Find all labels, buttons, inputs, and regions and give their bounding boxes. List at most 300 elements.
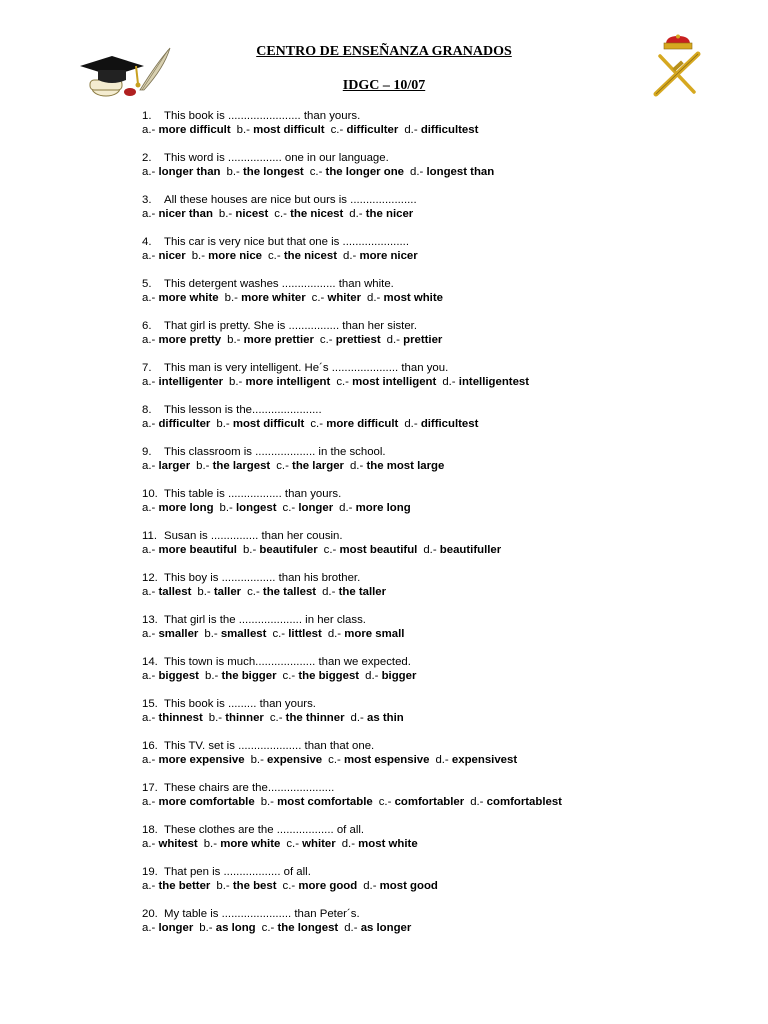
answer-option: [229, 376, 330, 388]
option-letter: d.-: [435, 754, 449, 766]
option-text: the better: [158, 880, 211, 892]
answer-option: [365, 670, 416, 682]
question-item: [142, 109, 762, 151]
answer-options: [142, 123, 762, 137]
question-stem: This book is ......... than yours.: [164, 698, 316, 710]
question-number: 13.: [142, 614, 158, 626]
option-letter: d.-: [342, 250, 357, 262]
option-letter: a.-: [142, 334, 156, 346]
option-letter: b.-: [224, 292, 238, 304]
question-item: [142, 655, 762, 697]
option-letter: c.-: [276, 460, 289, 472]
answer-option: [268, 250, 337, 262]
option-text: the nicest: [283, 250, 337, 262]
answer-option: [410, 166, 494, 178]
option-text: most white: [358, 838, 418, 850]
answer-option: [142, 460, 190, 472]
answer-option: [470, 796, 562, 808]
answer-option: [286, 838, 335, 850]
answer-option: [310, 166, 404, 178]
option-text: the most large: [366, 460, 445, 472]
answer-option: [423, 544, 501, 556]
question-item: [142, 739, 762, 781]
option-letter: c.-: [247, 586, 260, 598]
option-text: most good: [379, 880, 438, 892]
option-letter: b.-: [226, 166, 240, 178]
option-text: longer: [158, 922, 194, 934]
question-number: 17.: [142, 782, 158, 794]
option-text: longer than: [158, 166, 221, 178]
option-text: as thin: [367, 712, 404, 724]
option-letter: d.-: [344, 922, 358, 934]
option-letter: c.-: [323, 544, 337, 556]
answer-option: [435, 754, 517, 766]
answer-option: [331, 124, 399, 136]
answer-option: [227, 334, 314, 346]
option-text: beautifuler: [259, 544, 318, 556]
question-stem-line: [142, 151, 762, 165]
question-item: [142, 151, 762, 193]
question-stem-line: [142, 781, 762, 795]
answer-option: [379, 796, 464, 808]
option-letter: c.-: [274, 208, 287, 220]
answer-options: [142, 627, 762, 641]
question-item: [142, 319, 762, 361]
answer-options: [142, 879, 762, 893]
answer-options: [142, 711, 762, 725]
answer-option: [226, 166, 303, 178]
question-stem: This book is ....................... than yours.: [164, 110, 361, 122]
answer-option: [216, 418, 304, 430]
option-letter: b.-: [197, 586, 211, 598]
option-letter: b.-: [216, 880, 230, 892]
option-text: most espensive: [343, 754, 430, 766]
option-letter: a.-: [142, 418, 156, 430]
option-letter: d.-: [350, 712, 364, 724]
option-letter: c.-: [328, 754, 341, 766]
answer-options: [142, 501, 762, 515]
question-stem: Susan is ............... than her cousin.: [164, 530, 343, 542]
answer-option: [387, 334, 443, 346]
option-text: the larger: [292, 460, 344, 472]
school-title: CENTRO DE ENSEÑANZA GRANADOS: [256, 44, 512, 59]
option-letter: d.-: [404, 124, 418, 136]
question-stem: This classroom is ................... in the school.: [164, 446, 386, 458]
answer-options: [142, 249, 762, 263]
option-text: difficultest: [420, 124, 479, 136]
option-text: whiter: [327, 292, 362, 304]
question-number: 16.: [142, 740, 158, 752]
answer-option: [349, 208, 413, 220]
answer-option: [404, 124, 478, 136]
question-stem-line: [142, 235, 762, 249]
option-text: beautifuller: [439, 544, 502, 556]
question-number: 8.: [142, 404, 152, 416]
question-number: 15.: [142, 698, 158, 710]
answer-option: [219, 208, 268, 220]
answer-option: [142, 712, 203, 724]
option-text: more small: [344, 628, 405, 640]
option-text: most white: [383, 292, 443, 304]
question-item: [142, 529, 762, 571]
option-text: taller: [213, 586, 242, 598]
question-stem-line: [142, 823, 762, 837]
answer-options: [142, 291, 762, 305]
option-letter: b.-: [260, 796, 274, 808]
option-text: more long: [355, 502, 411, 514]
option-text: more good: [298, 880, 358, 892]
answer-option: [283, 502, 334, 514]
answer-option: [196, 460, 270, 472]
option-text: more difficult: [158, 124, 231, 136]
option-letter: b.-: [216, 418, 230, 430]
option-text: more intelligent: [245, 376, 331, 388]
option-text: intelligenter: [158, 376, 224, 388]
option-letter: b.-: [250, 754, 264, 766]
option-text: more whiter: [241, 292, 306, 304]
answer-option: [328, 628, 405, 640]
question-stem-line: [142, 193, 762, 207]
answer-option: [216, 880, 276, 892]
option-letter: a.-: [142, 250, 156, 262]
question-number: 18.: [142, 824, 158, 836]
answer-options: [142, 795, 762, 809]
answer-option: [142, 754, 245, 766]
option-letter: a.-: [142, 922, 156, 934]
option-letter: a.-: [142, 628, 156, 640]
option-text: more white: [158, 292, 219, 304]
option-text: difficulter: [346, 124, 399, 136]
option-letter: d.-: [423, 544, 437, 556]
option-letter: b.-: [242, 544, 257, 556]
answer-option: [142, 796, 255, 808]
answer-option: [442, 376, 529, 388]
question-item: [142, 823, 762, 865]
question-stem-line: [142, 319, 762, 333]
question-stem-line: [142, 277, 762, 291]
answer-option: [251, 754, 323, 766]
option-letter: a.-: [142, 292, 156, 304]
option-letter: c.-: [282, 880, 296, 892]
question-item: [142, 781, 762, 823]
question-number: 10.: [142, 488, 158, 500]
option-letter: b.-: [229, 376, 243, 388]
option-text: the longest: [242, 166, 304, 178]
answer-options: [142, 333, 762, 347]
answer-option: [310, 418, 398, 430]
question-stem-line: [142, 571, 762, 585]
option-text: more pretty: [158, 334, 222, 346]
answer-option: [312, 292, 361, 304]
question-stem-line: [142, 487, 762, 501]
question-stem: These chairs are the.....................: [164, 782, 335, 794]
question-stem: All these houses are nice but ours is .....................: [164, 194, 417, 206]
question-number: 1.: [142, 110, 152, 122]
option-text: more long: [158, 502, 214, 514]
option-text: thinnest: [158, 712, 203, 724]
answer-option: [328, 754, 429, 766]
question-item: [142, 235, 762, 277]
question-stem-line: [142, 907, 762, 921]
question-stem: This table is ................. than yours.: [164, 488, 342, 500]
option-letter: a.-: [142, 124, 156, 136]
option-letter: b.-: [204, 628, 218, 640]
question-stem: This town is much................... than we expected.: [164, 656, 411, 668]
option-text: intelligentest: [458, 376, 530, 388]
option-letter: d.-: [322, 586, 336, 598]
answer-option: [142, 376, 223, 388]
option-text: difficulter: [158, 418, 211, 430]
option-text: more nicer: [359, 250, 418, 262]
answer-option: [367, 292, 443, 304]
question-item: [142, 193, 762, 235]
question-item: [142, 865, 762, 907]
option-text: nicer: [158, 250, 186, 262]
option-letter: d.-: [349, 208, 363, 220]
question-stem: This word is ................. one in our language.: [164, 152, 389, 164]
answer-option: [322, 586, 386, 598]
answer-option: [205, 670, 277, 682]
answer-option: [142, 838, 198, 850]
question-number: 11.: [142, 530, 157, 542]
option-letter: a.-: [142, 502, 156, 514]
option-text: the tallest: [262, 586, 317, 598]
option-text: most beautiful: [339, 544, 418, 556]
option-letter: c.-: [309, 166, 323, 178]
question-stem-line: [142, 529, 762, 543]
option-text: whitest: [158, 838, 198, 850]
option-letter: b.-: [191, 250, 205, 262]
option-text: littlest: [288, 628, 322, 640]
answer-options: [142, 669, 762, 683]
answer-options: [142, 837, 762, 851]
option-letter: c.-: [330, 124, 344, 136]
option-letter: a.-: [142, 880, 156, 892]
answer-option: [344, 922, 411, 934]
option-text: more expensive: [158, 754, 245, 766]
option-text: longest than: [426, 166, 495, 178]
answer-option: [142, 628, 198, 640]
option-letter: d.-: [339, 502, 353, 514]
answer-options: [142, 921, 762, 935]
answer-option: [283, 670, 360, 682]
question-stem-line: [142, 445, 762, 459]
answer-option: [336, 376, 436, 388]
question-item: [142, 361, 762, 403]
answer-option: [262, 922, 339, 934]
option-text: more difficult: [326, 418, 399, 430]
option-letter: c.-: [282, 502, 296, 514]
option-letter: a.-: [142, 376, 156, 388]
answer-option: [197, 586, 241, 598]
option-text: nicest: [235, 208, 269, 220]
option-text: difficultest: [420, 418, 479, 430]
answer-option: [142, 586, 191, 598]
answer-option: [363, 880, 438, 892]
option-text: as long: [215, 922, 256, 934]
option-text: more beautiful: [158, 544, 237, 556]
question-number: 6.: [142, 320, 152, 332]
question-stem: This TV. set is .................... than that one.: [164, 740, 375, 752]
question-number: 3.: [142, 194, 152, 206]
question-stem-line: [142, 361, 762, 375]
answer-option: [351, 712, 404, 724]
answer-option: [272, 628, 321, 640]
question-stem: This lesson is the......................: [164, 404, 322, 416]
question-number: 19.: [142, 866, 158, 878]
option-text: nicer than: [158, 208, 213, 220]
question-stem-line: [142, 865, 762, 879]
option-text: expensivest: [451, 754, 518, 766]
answer-option: [320, 334, 381, 346]
option-letter: d.-: [365, 670, 379, 682]
option-text: comfortablest: [486, 796, 562, 808]
question-number: 12.: [142, 572, 158, 584]
answer-options: [142, 585, 762, 599]
answer-option: [199, 922, 255, 934]
option-letter: c.-: [269, 712, 283, 724]
question-number: 2.: [142, 152, 152, 164]
answer-option: [142, 544, 237, 556]
answer-option: [343, 250, 418, 262]
option-letter: d.-: [404, 418, 418, 430]
option-letter: b.-: [204, 670, 219, 682]
option-letter: d.-: [442, 376, 456, 388]
option-text: the thinner: [285, 712, 345, 724]
question-number: 20.: [142, 908, 158, 920]
answer-option: [142, 922, 193, 934]
option-letter: c.-: [282, 670, 296, 682]
option-letter: d.-: [341, 838, 355, 850]
option-text: bigger: [381, 670, 417, 682]
option-text: the longest: [277, 922, 339, 934]
answer-option: [276, 460, 344, 472]
answer-option: [261, 796, 373, 808]
answer-options: [142, 375, 762, 389]
answer-option: [247, 586, 316, 598]
answer-option: [142, 334, 221, 346]
answer-option: [274, 208, 343, 220]
option-letter: d.-: [327, 628, 342, 640]
question-number: 14.: [142, 656, 158, 668]
option-text: the nicer: [365, 208, 414, 220]
question-stem: This boy is ................. than his brother.: [164, 572, 361, 584]
answer-option: [142, 880, 210, 892]
option-letter: c.-: [310, 418, 324, 430]
option-text: more nice: [208, 250, 262, 262]
option-text: the taller: [338, 586, 387, 598]
option-letter: a.-: [142, 754, 156, 766]
question-stem: That pen is .................. of all.: [164, 866, 311, 878]
option-letter: d.-: [367, 292, 381, 304]
option-letter: c.-: [319, 334, 333, 346]
answer-option: [192, 250, 262, 262]
answer-option: [142, 208, 213, 220]
option-letter: a.-: [142, 544, 156, 556]
worksheet-code: IDGC – 10/07: [342, 78, 426, 93]
answer-option: [142, 124, 231, 136]
option-text: the bigger: [221, 670, 277, 682]
answer-options: [142, 207, 762, 221]
answer-option: [204, 838, 281, 850]
question-item: [142, 445, 762, 487]
option-letter: b.-: [203, 838, 218, 850]
answer-option: [283, 880, 358, 892]
answer-option: [237, 124, 325, 136]
option-text: prettiest: [335, 334, 381, 346]
question-stem: These clothes are the .................. of all.: [164, 824, 365, 836]
question-item: [142, 613, 762, 655]
question-item: [142, 277, 762, 319]
option-letter: c.-: [286, 838, 299, 850]
option-letter: c.-: [261, 922, 275, 934]
option-letter: b.-: [218, 208, 233, 220]
option-text: as longer: [360, 922, 412, 934]
question-list: [142, 109, 762, 949]
option-text: most intelligent: [352, 376, 437, 388]
option-text: longest: [236, 502, 277, 514]
question-stem: This detergent washes ................. than white.: [164, 278, 394, 290]
option-letter: c.-: [378, 796, 392, 808]
question-item: [142, 907, 762, 949]
answer-option: [142, 502, 214, 514]
option-text: whiter: [302, 838, 336, 850]
option-letter: a.-: [142, 796, 156, 808]
option-letter: c.-: [272, 628, 286, 640]
option-letter: b.-: [196, 460, 210, 472]
question-stem-line: [142, 403, 762, 417]
option-text: longer: [298, 502, 334, 514]
answer-option: [225, 292, 306, 304]
option-text: most comfortable: [277, 796, 373, 808]
answer-option: [220, 502, 277, 514]
answer-options: [142, 417, 762, 431]
question-number: 9.: [142, 446, 152, 458]
question-item: [142, 571, 762, 613]
option-text: smaller: [158, 628, 199, 640]
question-stem: My table is ...................... than Peter´s.: [164, 908, 360, 920]
option-text: thinner: [225, 712, 264, 724]
answer-option: [270, 712, 345, 724]
question-stem-line: [142, 739, 762, 753]
option-text: more prettier: [243, 334, 314, 346]
option-text: the nicest: [290, 208, 344, 220]
option-letter: d.-: [363, 880, 377, 892]
answer-option: [404, 418, 478, 430]
option-letter: b.-: [236, 124, 250, 136]
question-stem: This man is very intelligent. He´s ..................... than you.: [164, 362, 449, 374]
option-text: more white: [220, 838, 281, 850]
option-letter: a.-: [142, 838, 156, 850]
option-letter: d.-: [410, 166, 424, 178]
answer-options: [142, 753, 762, 767]
question-stem: This car is very nice but that one is .....................: [164, 236, 409, 248]
answer-option: [243, 544, 318, 556]
answer-option: [342, 838, 418, 850]
answer-options: [142, 459, 762, 473]
answer-option: [142, 250, 186, 262]
option-letter: c.-: [311, 292, 325, 304]
answer-option: [142, 418, 210, 430]
option-text: most difficult: [232, 418, 305, 430]
option-text: most difficult: [253, 124, 325, 136]
option-text: the biggest: [298, 670, 360, 682]
option-letter: b.-: [227, 334, 241, 346]
option-letter: d.-: [386, 334, 400, 346]
option-letter: a.-: [142, 586, 156, 598]
answer-option: [142, 292, 219, 304]
question-stem: That girl is pretty. She is ................ than her sister.: [164, 320, 418, 332]
